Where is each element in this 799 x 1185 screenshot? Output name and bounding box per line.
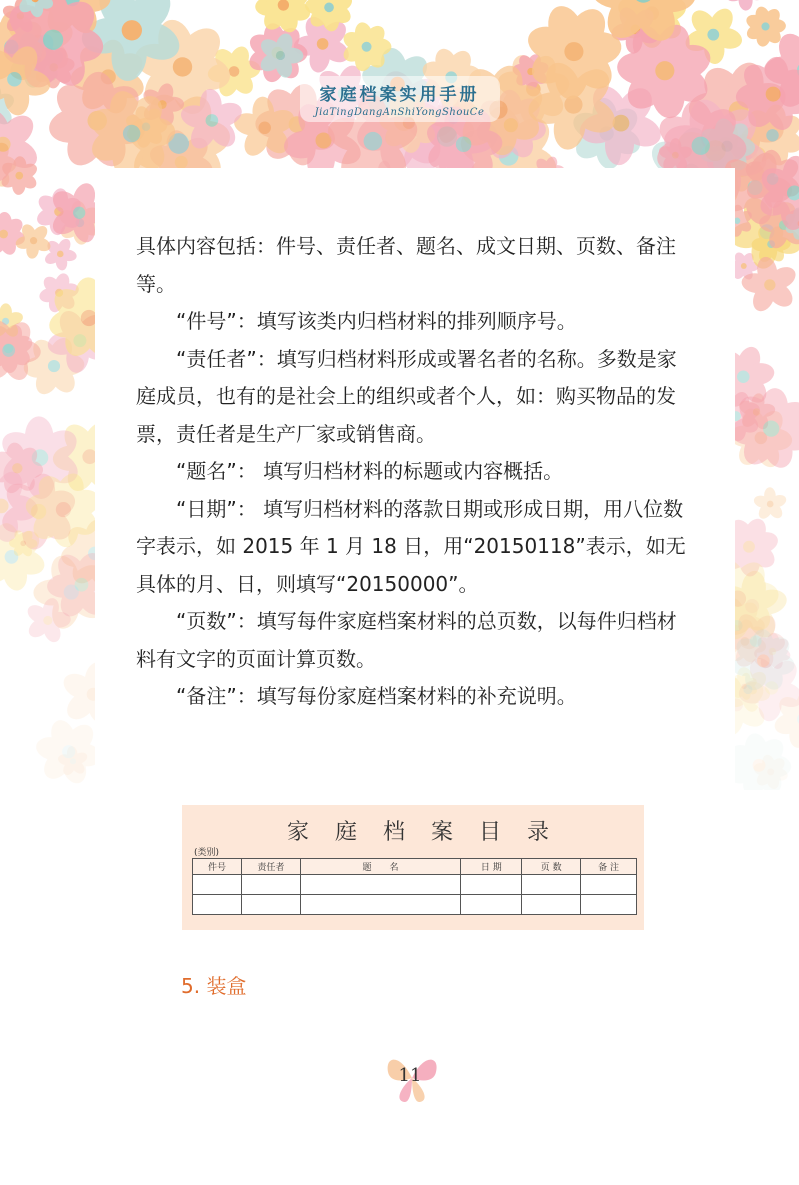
catalog-cell (241, 875, 300, 895)
catalog-header-row (193, 859, 637, 875)
catalog-cell (193, 875, 242, 895)
catalog-column-header: 题 名 (300, 859, 461, 875)
paragraph: “备注”：填写每份家庭档案材料的补充说明。 (176, 684, 577, 708)
catalog-cell (300, 895, 461, 915)
paragraph: “题名”： 填写归档材料的标题或内容概括。 (176, 459, 564, 483)
catalog-column-header: 责任者 (241, 859, 300, 875)
catalog-title: 家庭档案目录 (286, 820, 575, 845)
catalog-cell (193, 895, 242, 915)
catalog-figure (182, 805, 644, 930)
catalog-cell (581, 895, 637, 915)
catalog-cell (581, 875, 637, 895)
catalog-column-header: 备 注 (581, 859, 637, 875)
section-heading: 5. 装盒 (181, 974, 247, 998)
paragraph: “责任者”：填写归档材料形成或署名者的名称。多数是家庭成员，也有的是社会上的组织或者个人，如：购买物品的发票，责任者是生产厂家或销售商。 (136, 346, 677, 446)
catalog-table (192, 858, 637, 915)
catalog-category-label: (类别) (194, 848, 220, 858)
paragraph: “页数”：填写每件家庭档案材料的总页数，以每件归档材料有文字的页面计算页数。 (136, 609, 677, 671)
catalog-empty-row (193, 895, 637, 915)
page-number: 11 (398, 1065, 422, 1086)
catalog-cell (461, 895, 522, 915)
catalog-cell (461, 875, 522, 895)
catalog-column-header: 页 数 (522, 859, 581, 875)
paragraph: 具体内容包括：件号、责任者、题名、成文日期、页数、备注等。 (136, 234, 676, 296)
running-header (0, 80, 799, 118)
book-title: 家庭档案实用手册 (319, 85, 480, 105)
book-subtitle-pinyin: JiaTingDangAnShiYongShouCe (314, 107, 485, 118)
catalog-cell (522, 875, 581, 895)
catalog-empty-row (193, 875, 637, 895)
body-text (136, 228, 696, 716)
paragraph: “日期”： 填写归档材料的落款日期或形成日期，用八位数字表示，如 2015 年 1 月 18 日，用“20150118”表示，如无具体的月、日，则填写“20150000”。 (136, 496, 686, 596)
paragraph: “件号”：填写该类内归档材料的排列顺序号。 (176, 309, 577, 333)
catalog-cell (241, 895, 300, 915)
catalog-column-header: 件号 (193, 859, 242, 875)
catalog-cell (522, 895, 581, 915)
catalog-column-header: 日 期 (461, 859, 522, 875)
catalog-cell (300, 875, 461, 895)
